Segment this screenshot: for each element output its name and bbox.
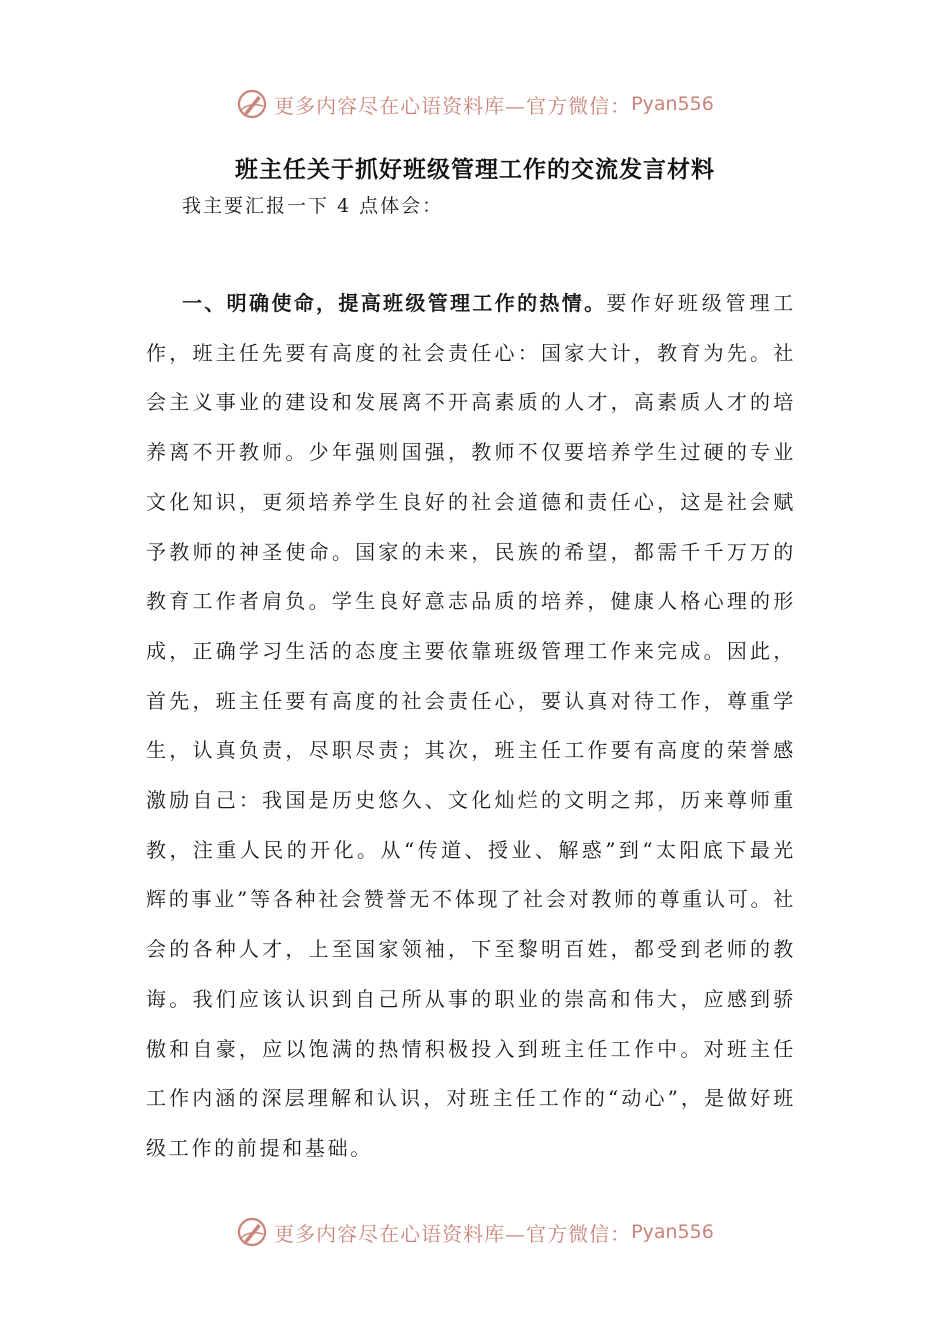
pen-circle-logo-icon — [236, 1216, 268, 1248]
watermark-text: 更多内容尽在心语资料库—官方微信： — [274, 1221, 632, 1246]
intro-paragraph: 我主要汇报一下 4 点体会： — [182, 195, 444, 217]
pen-circle-logo-icon — [236, 88, 268, 120]
watermark-text: 更多内容尽在心语资料库—官方微信： — [274, 93, 632, 118]
watermark-header — [0, 84, 950, 124]
section-heading: 一、明确使命，提高班级管理工作的热情。 — [182, 291, 607, 315]
section-paragraph — [146, 279, 796, 1174]
section-body: 要作好班级管理工作，班主任先要有高度的社会责任心：国家大计，教育为先。社会主义事业的建设和发展离不开高素质的人才，高素质人才的培养离不开教师。少年强则国强，教师不仅要培养学生过硬的专业文化知识，更须培养学生良好的社会道德和责任心，这是社会赋予教师的神圣使命。国家的未来，民族的希望，都需千千万万的教育工作者肩负。学生良好意志品质的培养，健康人格心理的形成，正确学习生活的态度主要依靠班级管理工作来完成。因此，首先，班主任要有高度的社会责任心，要认真对待工作，尊重学生，认真负责，尽职尽责；其次，班主任工作要有高度的荣誉感激励自己：我国是历史悠久、文化灿烂的文明之邦，历来尊师重教，注重人民的开化。从“传道、授业、解惑”到“太阳底下最光辉的事业”等各种社会赞誉无不体现了社会对教师的尊重认可。社会的各种人才，上至国家领袖，下至黎明百姓，都受到老师的教诲。我们应该认识到自己所从事的职业的崇高和伟大，应感到骄傲和自豪，应以饱满的热情积极投入到班主任工作中。对班主任工作内涵的深层理解和认识，对班主任工作的“动心”，是做好班级工作的前提和基础。 — [146, 291, 796, 1160]
watermark-wechat-id: Pyan556 — [631, 93, 714, 115]
watermark-footer — [0, 1212, 950, 1252]
watermark-wechat-id: Pyan556 — [631, 1221, 714, 1243]
document-title: 班主任关于抓好班级管理工作的交流发言材料 — [235, 157, 715, 183]
